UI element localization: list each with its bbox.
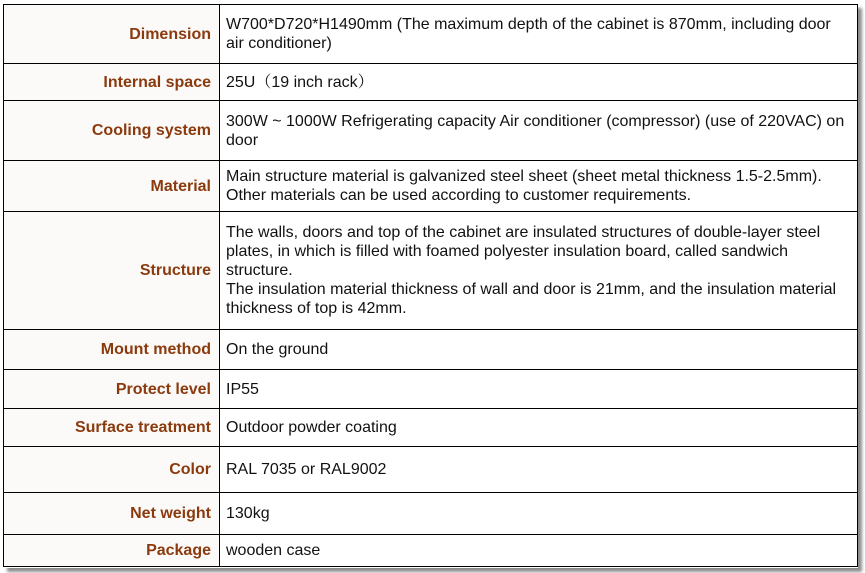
table-row [4,493,858,535]
row-label: Cooling system [4,101,220,161]
row-value: W700*D720*H1490mm (The maximum depth of the cabinet is 870mm, including door air conditioner) [220,5,858,64]
row-value: Main structure material is galvanized steel sheet (sheet metal thickness 1.5-2.5mm). Other materials can be used according to customer requirements. [220,161,858,212]
row-value: 130kg [220,493,858,535]
table-row [4,161,858,212]
row-value: 25U（19 inch rack） [220,64,858,101]
row-value: RAL 7035 or RAL9002 [220,447,858,493]
row-value: On the ground [220,330,858,370]
row-value: Outdoor powder coating [220,409,858,447]
table-row [4,370,858,409]
row-label: Surface treatment [4,409,220,447]
table-row [4,409,858,447]
row-value: IP55 [220,370,858,409]
row-label: Internal space [4,64,220,101]
table-row [4,5,858,64]
spec-table [3,4,858,567]
table-row [4,330,858,370]
row-label: Color [4,447,220,493]
structure-text-1: The walls, doors and top of the cabinet are insulated structures of double-layer steel plates, in which is filled with foamed polyester insulation board, called sandwich structure. [226,224,821,279]
table-row [4,447,858,493]
row-label: Structure [4,212,220,330]
table-row [4,101,858,161]
row-value [220,212,858,330]
row-label: Package [4,535,220,567]
row-value: wooden case [220,535,858,567]
spec-sheet [3,4,858,568]
table-row [4,64,858,101]
row-value: 300W ~ 1000W Refrigerating capacity Air conditioner (compressor) (use of 220VAC) on door [220,101,858,161]
row-label: Protect level [4,370,220,409]
table-row [4,535,858,567]
row-label: Mount method [4,330,220,370]
table-row [4,212,858,330]
row-label: Dimension [4,5,220,64]
row-label: Net weight [4,493,220,535]
structure-text-2: The insulation material thickness of wall and door is 21mm, and the insulation material thickness of top is 42mm. [226,281,837,317]
row-label: Material [4,161,220,212]
